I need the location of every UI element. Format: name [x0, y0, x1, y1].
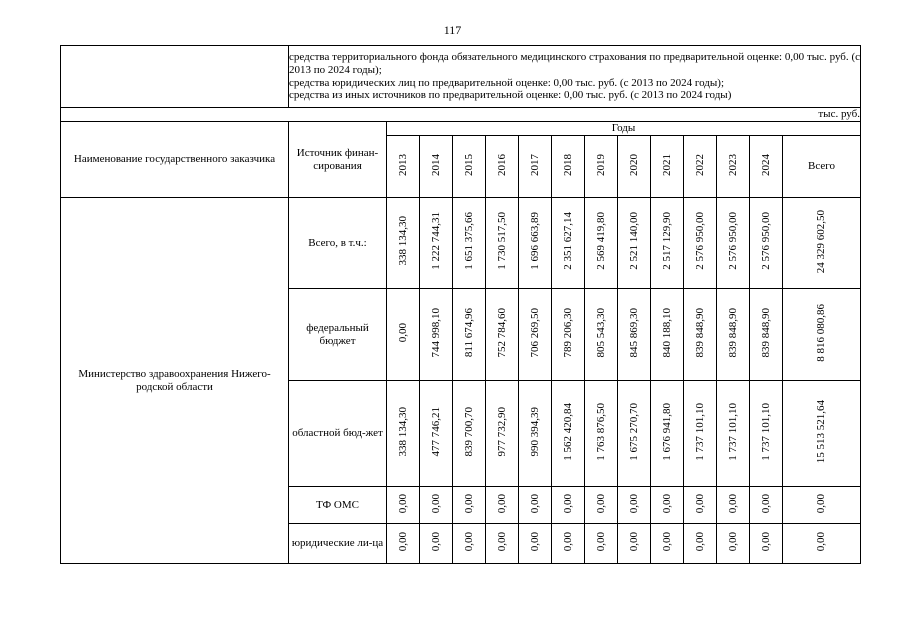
- value-text: 752 784,60: [495, 307, 508, 358]
- value-cell: [651, 524, 684, 564]
- note-line: средства территориального фонда обязательного медицинского страхования по предварительной оценке: 0,00 тыс. руб. (с 2013 по 2024 годы);: [289, 51, 861, 76]
- note-line: средства юридических лиц по предварительной оценке: 0,00 тыс. руб. (с 2013 по 2024 годы);: [289, 76, 724, 89]
- notes-row: [61, 46, 861, 108]
- value-text: 0,00: [660, 532, 673, 552]
- value-cell: [684, 524, 717, 564]
- value-cell: [486, 198, 519, 289]
- value-cell: [684, 487, 717, 524]
- value-cell: [585, 381, 618, 487]
- value-cell: [618, 381, 651, 487]
- value-cell: [519, 198, 552, 289]
- value-cell: [420, 487, 453, 524]
- year-label: 2020: [627, 153, 640, 176]
- year-header: [750, 136, 783, 198]
- value-cell: [651, 487, 684, 524]
- value-cell: [651, 198, 684, 289]
- value-cell: [717, 487, 750, 524]
- year-label: 2013: [396, 153, 409, 176]
- budget-table: [60, 45, 861, 564]
- year-header: [684, 136, 717, 198]
- value-text: 1 676 941,80: [660, 402, 673, 461]
- value-cell: [651, 381, 684, 487]
- value-text: 338 134,30: [396, 406, 409, 457]
- total-cell: [783, 381, 861, 487]
- year-header: [585, 136, 618, 198]
- year-label: 2018: [561, 153, 574, 176]
- customer-name: Министерство здравоохранения Нижего-родской области: [61, 198, 289, 564]
- value-cell: [585, 198, 618, 289]
- value-text: 839 848,90: [693, 307, 706, 358]
- value-cell: [420, 524, 453, 564]
- year-label: 2014: [429, 153, 442, 176]
- customer-header: Наименование государственного заказчика: [61, 122, 289, 198]
- total-text: 0,00: [815, 493, 828, 513]
- value-text: 0,00: [396, 323, 409, 343]
- value-text: 0,00: [528, 493, 541, 513]
- value-cell: [717, 381, 750, 487]
- year-label: 2024: [759, 153, 772, 176]
- year-header: [618, 136, 651, 198]
- value-cell: [519, 487, 552, 524]
- source-cell: областной бюд-жет: [289, 381, 387, 487]
- source-cell: юридические ли-ца: [289, 524, 387, 564]
- value-cell: [486, 487, 519, 524]
- source-cell: ТФ ОМС: [289, 487, 387, 524]
- year-header: [453, 136, 486, 198]
- header-row-1: [61, 122, 861, 136]
- value-cell: [717, 289, 750, 381]
- value-text: 0,00: [627, 493, 640, 513]
- value-cell: [684, 381, 717, 487]
- total-cell: [783, 289, 861, 381]
- value-cell: [387, 289, 420, 381]
- total-cell: [783, 487, 861, 524]
- value-cell: [750, 289, 783, 381]
- value-cell: [453, 198, 486, 289]
- value-text: 1 696 663,89: [528, 212, 541, 271]
- value-cell: [387, 487, 420, 524]
- value-cell: [420, 198, 453, 289]
- value-cell: [519, 289, 552, 381]
- value-text: 0,00: [429, 532, 442, 552]
- value-text: 0,00: [429, 493, 442, 513]
- value-text: 0,00: [495, 532, 508, 552]
- value-cell: [750, 198, 783, 289]
- value-text: 2 517 129,90: [660, 212, 673, 271]
- value-text: 840 188,10: [660, 307, 673, 358]
- value-text: 0,00: [759, 493, 772, 513]
- source-header: Источник финан-сирования: [289, 122, 387, 198]
- year-header: [552, 136, 585, 198]
- value-text: 2 576 950,00: [726, 212, 739, 271]
- value-cell: [684, 289, 717, 381]
- value-cell: [618, 487, 651, 524]
- value-cell: [651, 289, 684, 381]
- value-cell: [717, 524, 750, 564]
- value-text: 2 576 950,00: [759, 212, 772, 271]
- value-text: 0,00: [726, 532, 739, 552]
- value-text: 811 674,96: [462, 308, 475, 358]
- value-text: 1 562 420,84: [561, 402, 574, 461]
- year-label: 2019: [594, 153, 607, 176]
- value-text: 805 543,30: [594, 307, 607, 358]
- value-cell: [717, 198, 750, 289]
- total-text: 8 816 080,86: [815, 303, 828, 362]
- year-header: [486, 136, 519, 198]
- value-cell: [585, 524, 618, 564]
- value-text: 0,00: [396, 493, 409, 513]
- value-cell: [453, 524, 486, 564]
- value-text: 0,00: [561, 493, 574, 513]
- value-text: 2 351 627,14: [561, 212, 574, 271]
- year-label: 2015: [462, 153, 475, 176]
- value-text: 0,00: [660, 493, 673, 513]
- year-label: 2017: [528, 153, 541, 176]
- total-header: Всего: [783, 136, 861, 198]
- value-text: 1 737 101,10: [693, 402, 706, 461]
- value-text: 2 569 419,80: [594, 212, 607, 271]
- value-text: 0,00: [594, 532, 607, 552]
- value-text: 1 222 744,31: [429, 212, 442, 271]
- years-group-header: Годы: [387, 122, 861, 136]
- value-text: 0,00: [759, 532, 772, 552]
- value-cell: [750, 487, 783, 524]
- source-cell: Всего, в т.ч.:: [289, 198, 387, 289]
- value-text: 789 206,30: [561, 307, 574, 358]
- value-cell: [618, 289, 651, 381]
- value-cell: [387, 381, 420, 487]
- value-text: 2 576 950,00: [693, 212, 706, 271]
- total-text: 0,00: [815, 532, 828, 552]
- value-text: 0,00: [693, 493, 706, 513]
- value-text: 0,00: [462, 493, 475, 513]
- value-cell: [453, 381, 486, 487]
- value-cell: [552, 381, 585, 487]
- value-cell: [486, 381, 519, 487]
- total-text: 15 513 521,64: [815, 400, 828, 464]
- value-text: 706 269,50: [528, 307, 541, 358]
- value-text: 839 848,90: [726, 307, 739, 358]
- value-cell: [420, 289, 453, 381]
- value-cell: [552, 524, 585, 564]
- table-body: [61, 46, 861, 564]
- value-cell: [684, 198, 717, 289]
- value-text: 839 700,70: [462, 406, 475, 457]
- value-text: 477 746,21: [429, 406, 442, 457]
- value-text: 0,00: [495, 493, 508, 513]
- total-cell: [783, 524, 861, 564]
- note-line: средства из иных источников по предварительной оценке: 0,00 тыс. руб. (с 2013 по 2024 годы): [289, 89, 732, 102]
- total-cell: [783, 198, 861, 289]
- year-label: 2016: [495, 153, 508, 176]
- value-text: 338 134,30: [396, 216, 409, 266]
- page-number: 117: [443, 23, 462, 37]
- value-cell: [618, 198, 651, 289]
- year-label: 2021: [660, 153, 673, 176]
- value-cell: [486, 289, 519, 381]
- value-cell: [420, 381, 453, 487]
- value-text: 1 737 101,10: [726, 402, 739, 461]
- notes-empty-cell: [61, 46, 289, 108]
- value-text: 1 737 101,10: [759, 402, 772, 461]
- value-text: 0,00: [561, 532, 574, 552]
- unit-row: [61, 108, 861, 122]
- notes-cell: [289, 46, 861, 108]
- value-cell: [750, 381, 783, 487]
- value-cell: [552, 198, 585, 289]
- value-text: 1 730 517,50: [495, 212, 508, 271]
- year-label: 2022: [693, 153, 706, 176]
- value-text: 0,00: [693, 532, 706, 552]
- table-row: [61, 198, 861, 289]
- value-cell: [552, 487, 585, 524]
- value-text: 0,00: [528, 532, 541, 552]
- year-header: [651, 136, 684, 198]
- value-text: 0,00: [396, 532, 409, 552]
- value-cell: [750, 524, 783, 564]
- value-text: 2 521 140,00: [627, 212, 640, 271]
- unit-label: тыс. руб.: [61, 108, 861, 122]
- value-cell: [453, 487, 486, 524]
- value-text: 1 651 375,66: [462, 212, 475, 271]
- year-header: [387, 136, 420, 198]
- value-text: 0,00: [627, 532, 640, 552]
- year-label: 2023: [726, 153, 739, 176]
- year-header: [519, 136, 552, 198]
- value-cell: [552, 289, 585, 381]
- year-header: [717, 136, 750, 198]
- value-text: 845 869,30: [627, 307, 640, 358]
- value-cell: [453, 289, 486, 381]
- value-cell: [585, 289, 618, 381]
- value-cell: [387, 524, 420, 564]
- value-text: 839 848,90: [759, 307, 772, 358]
- value-text: 0,00: [726, 493, 739, 513]
- value-cell: [618, 524, 651, 564]
- value-cell: [519, 524, 552, 564]
- value-cell: [519, 381, 552, 487]
- value-text: 0,00: [462, 532, 475, 552]
- value-text: 744 998,10: [429, 307, 442, 358]
- source-cell: федеральный бюджет: [289, 289, 387, 381]
- value-cell: [387, 198, 420, 289]
- value-text: 1 763 876,50: [594, 402, 607, 461]
- value-text: 1 675 270,70: [627, 402, 640, 461]
- value-text: 0,00: [594, 493, 607, 513]
- value-text: 977 732,90: [495, 406, 508, 457]
- year-header: [420, 136, 453, 198]
- value-text: 990 394,39: [528, 406, 541, 457]
- value-cell: [486, 524, 519, 564]
- total-text: 24 329 602,50: [815, 209, 828, 273]
- value-cell: [585, 487, 618, 524]
